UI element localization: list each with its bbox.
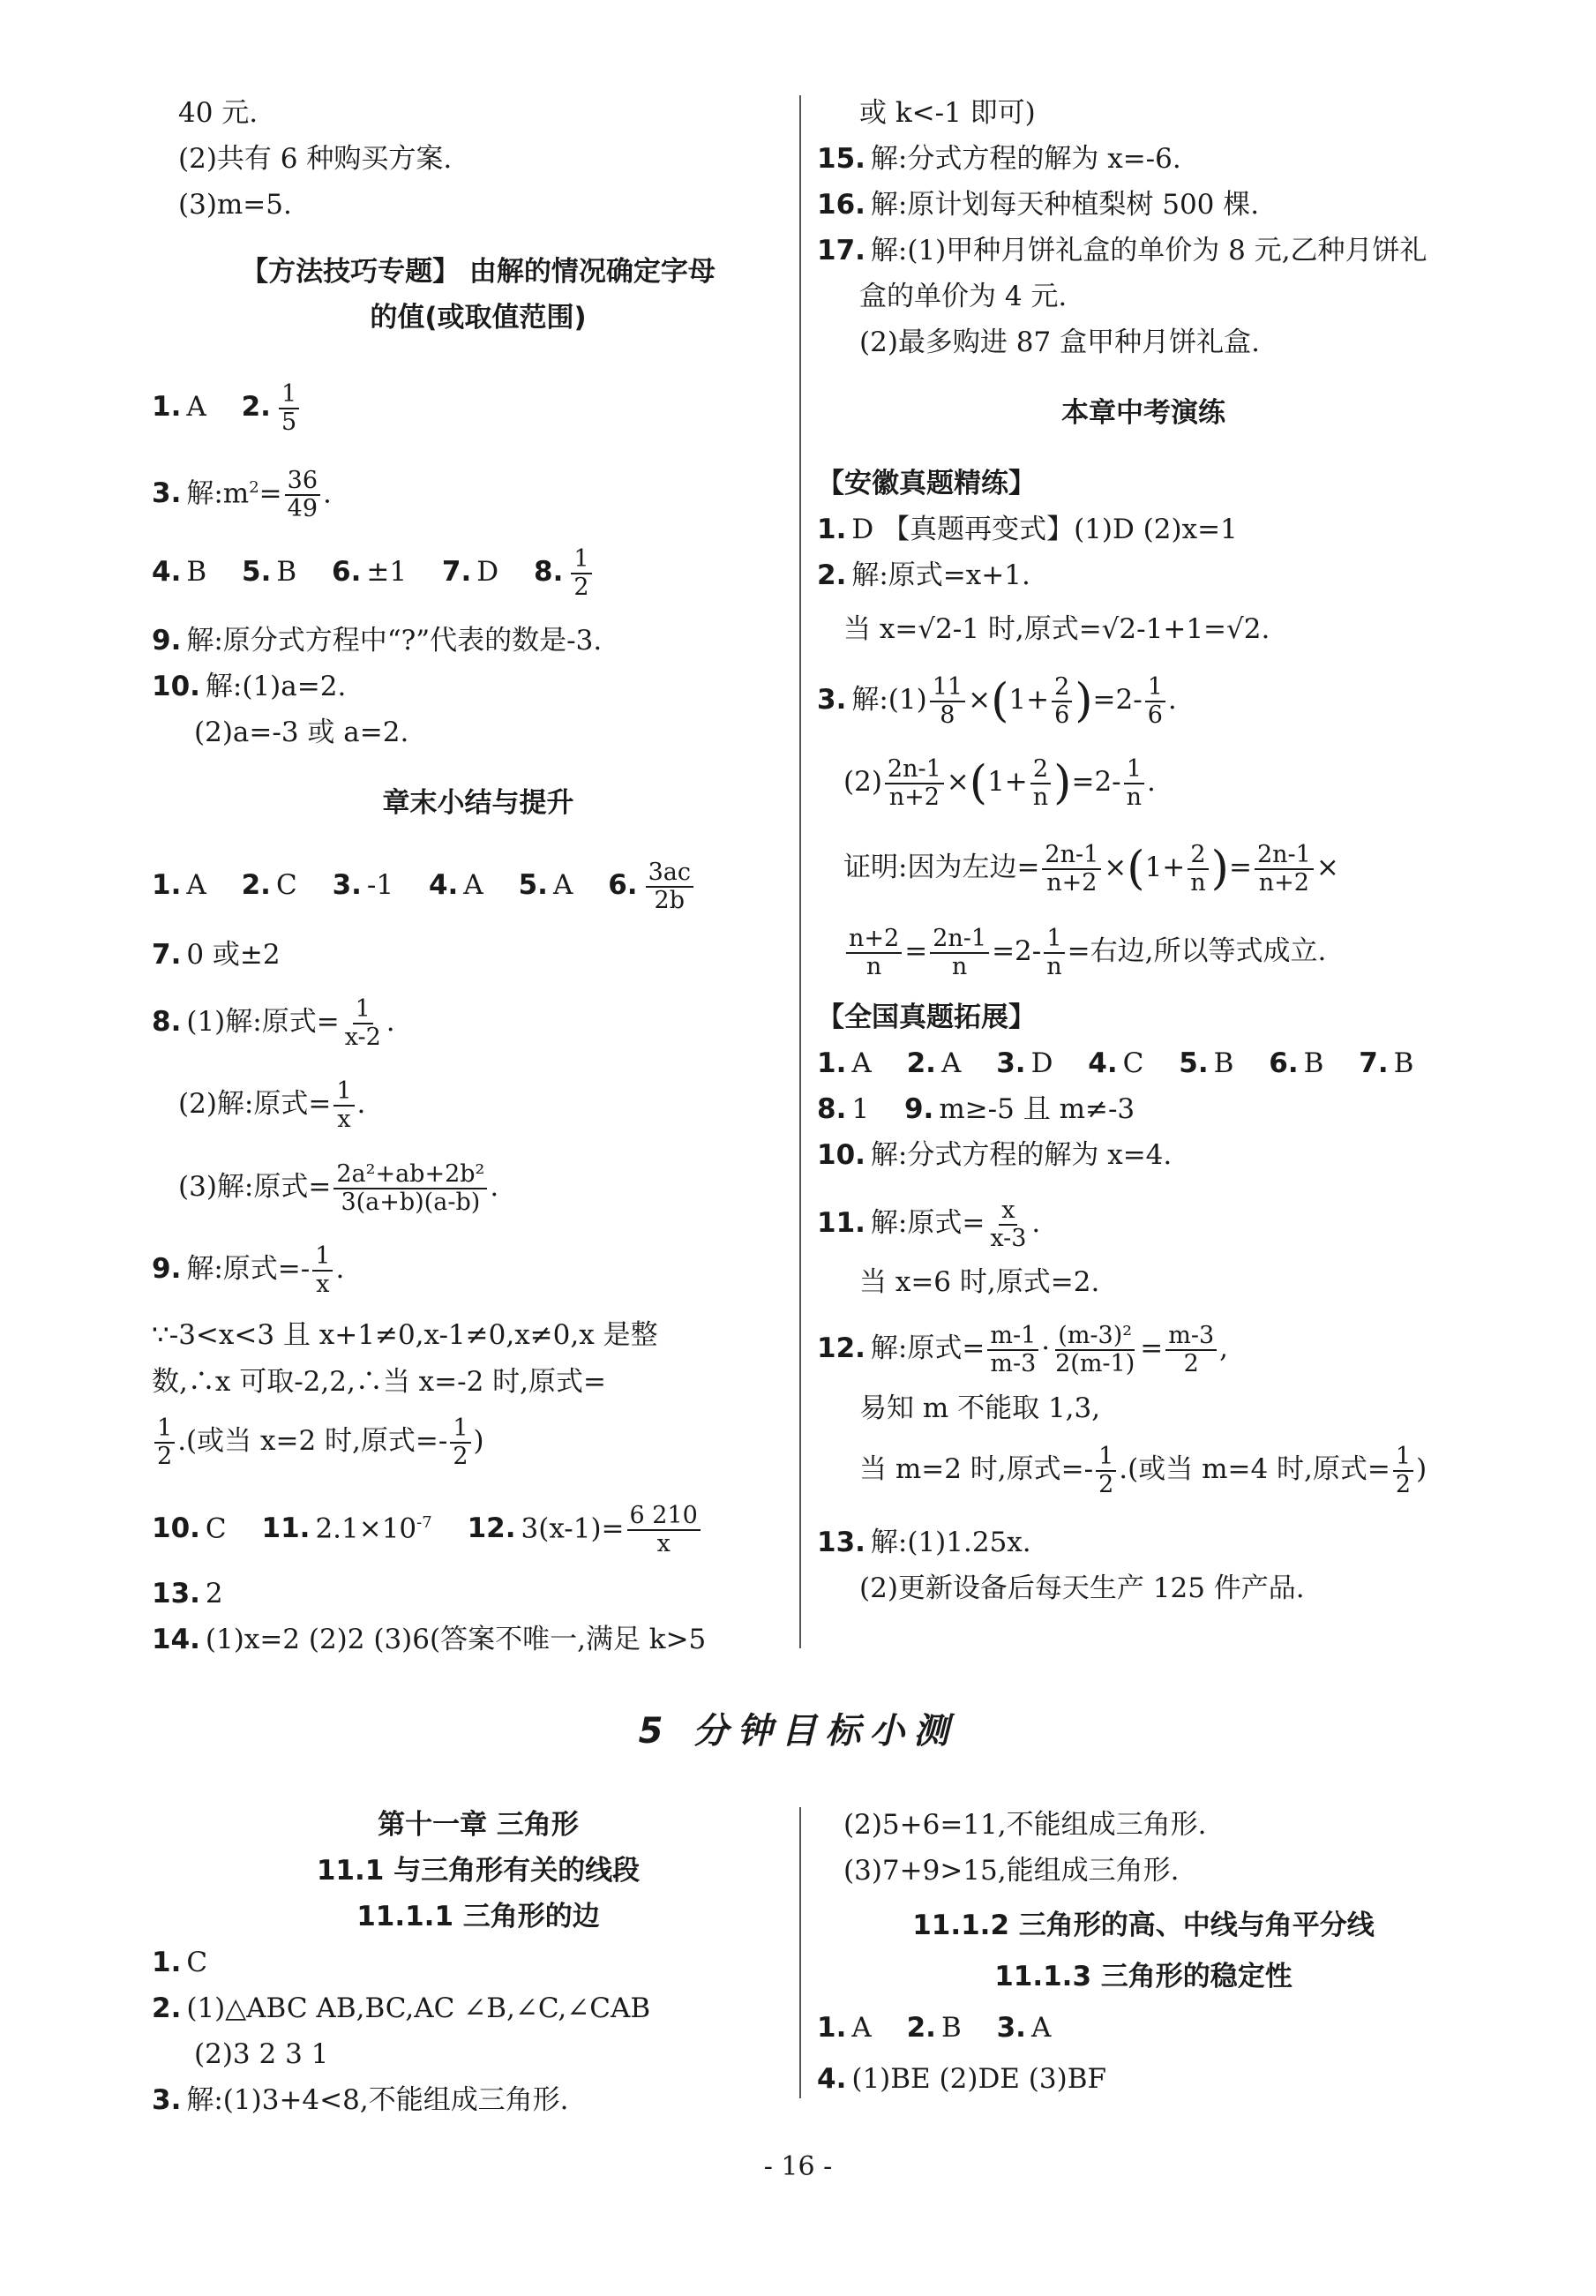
answer-line: 14. (1)x=2 (2)2 (3)6(答案不唯一,满足 k>5 — [152, 1624, 707, 1655]
answer-line: 当 m=2 时,原式=- $\frac{1}{2}$ .(或当 m=4 时,原式= $\frac{1}{2}$ ) — [859, 1442, 1427, 1498]
answer-line: 12. 解:原式= $\frac{m-1}{m-3}$ · $\frac{\text{(m-3)²}}{2(m-1)}$ = $\frac{m-3}{2}$ , — [817, 1321, 1229, 1377]
answer-line: 10. 解:分式方程的解为 x=4. — [817, 1139, 1173, 1171]
answer-line: 3. 解$:m^2=$ $\frac{36}{49}$ . — [152, 466, 332, 522]
answer-line: 1. C — [152, 1947, 208, 1978]
answer-line: (2)解:原式= $\frac{1}{x}$ . — [178, 1077, 366, 1133]
answer-line: (2)更新设备后每天生产 125 件产品. — [859, 1572, 1305, 1604]
answer-line: 40 元. — [178, 97, 259, 129]
answer-line: (3)7+9>15,能组成三角形. — [843, 1855, 1180, 1887]
answer-line: (3)m=5. — [178, 189, 292, 221]
page-number: - 16 - — [763, 2151, 833, 2182]
answer-line: 7. 0 或±2 — [152, 939, 281, 971]
answer-line: 1. A 2. B 3. A — [817, 2012, 1052, 2044]
section-title: 本章中考演练 — [1061, 397, 1225, 429]
answer-line: 1. D 【真题再变式】(1)D (2)x=1 — [817, 514, 1238, 545]
answer-line: 9. 解:原分式方程中“?”代表的数是-3. — [152, 625, 603, 657]
answer-line: (3)解:原式= $\frac{\text{2a²+ab+2b²}}{3(a+b)(a-b)}$ . — [178, 1159, 499, 1216]
section-banner-title: 5 分钟目标小测 — [638, 1711, 958, 1752]
answer-line: $\frac{1}{2}$ .(或当 x=2 时,原式=- $\frac{1}{2}$ ) — [152, 1410, 484, 1472]
answer-line: 1. A 2. C 3. -1 4. A 5. A 6. $\frac{3ac}{2b}$ — [152, 854, 696, 916]
answer-line: 证明:因为左边= $\frac{2n-1}{n+2}$ ×(1+ $\frac{2}{n}$ )= $\frac{2n-1}{n+2}$ × — [843, 840, 1339, 897]
answer-line: 数,∴x 可取-2,2,∴当 x=-2 时,原式= — [152, 1366, 607, 1398]
subsection-title: 11.1.1 三角形的边 — [356, 1901, 600, 1932]
subsection-title: 【安徽真题精练】 — [817, 468, 1036, 499]
answer-line: (2) $\frac{2n-1}{n+2}$ ×(1+ $\frac{2}{n}$ )=2- $\frac{1}{n}$ . — [843, 754, 1156, 811]
answer-line: 3. 解:(1) $\frac{11}{8}$ ×(1+ $\frac{2}{6}$ )=2- $\frac{1}{6}$ . — [817, 672, 1177, 729]
answer-line: 易知 m 不能取 1,3, — [859, 1392, 1101, 1424]
subsection-title: 【全国真题拓展】 — [817, 1002, 1036, 1033]
answer-line: 16. 解:原计划每天种植梨树 500 棵. — [817, 189, 1260, 221]
section-title: 的值(或取值范围) — [370, 302, 587, 334]
answer-line: 10. C 11. $2.1\times 10^{-7}$ 12. 3(x-1)= $\frac{6 210}{x}$ — [152, 1492, 703, 1554]
column-divider-bottom — [799, 1807, 801, 2098]
answer-line: 15. 解:分式方程的解为 x=-6. — [817, 143, 1181, 175]
answer-line: 盒的单价为 4 元. — [859, 281, 1068, 312]
answer-line: 4. (1)BE (2)DE (3)BF — [817, 2063, 1106, 2095]
answer-line: 1. A 2. $\frac{1}{5}$ — [152, 376, 302, 438]
answer-line: 4. B 5. B 6. ±1 7. D 8. $\frac{1}{2}$ — [152, 541, 595, 603]
answer-line: 3. 解:(1)3+4<8,不能组成三角形. — [152, 2084, 569, 2116]
section-title: 章末小结与提升 — [382, 787, 574, 819]
answer-line: (2)共有 6 种购买方案. — [178, 143, 453, 175]
answer-line: (2)3 2 3 1 — [194, 2038, 329, 2070]
answer-line: 1. A 2. A 3. D 4. C 5. B 6. B 7. B — [817, 1047, 1414, 1079]
answer-line: ∵-3<x<3 且 x+1≠0,x-1≠0,x≠0,x 是整 — [152, 1319, 658, 1351]
answer-line: 17. 解:(1)甲种月饼礼盒的单价为 8 元,乙种月饼礼 — [817, 235, 1427, 266]
section-title: 11.1 与三角形有关的线段 — [316, 1855, 641, 1887]
answer-line: 11. 解:原式= $\frac{x}{x-3}$ . — [817, 1196, 1041, 1252]
chapter-title: 第十一章 三角形 — [378, 1809, 579, 1841]
answer-line: 13. 解:(1)1.25x. — [817, 1527, 1031, 1558]
answer-line: 当 x=6 时,原式=2. — [859, 1266, 1100, 1298]
answer-line: (2)5+6=11,不能组成三角形. — [843, 1809, 1207, 1841]
answer-line: 2. (1)△ABC AB,BC,AC ∠B,∠C,∠CAB — [152, 1992, 651, 2024]
answer-line: 13. 2 — [152, 1578, 223, 1609]
section-title: 11.1.2 三角形的高、中线与角平分线 — [912, 1910, 1375, 1941]
answer-line: (2)最多购进 87 盒甲种月饼礼盒. — [859, 326, 1260, 358]
answer-line: 10. 解:(1)a=2. — [152, 671, 347, 702]
answer-line: $\frac{n+2}{n}$ = $\frac{2n-1}{n}$ =2- $\frac{1}{n}$ =右边,所以等式成立. — [843, 920, 1326, 982]
answer-line: 当 x=√2-1 时,原式=√2-1+1=√2. — [843, 613, 1270, 645]
answer-line: 或 k<-1 即可) — [859, 97, 1036, 129]
answer-line: 8. 1 9. m≥-5 且 m≠-3 — [817, 1093, 1135, 1125]
answer-line: 8. (1)解:原式= $\frac{1}{x-2}$ . — [152, 994, 395, 1051]
section-title: 【方法技巧专题】 由解的情况确定字母 — [241, 256, 716, 288]
answer-line: (2)a=-3 或 a=2. — [194, 717, 409, 748]
answer-line: 9. 解:原式=- $\frac{1}{x}$ . — [152, 1242, 345, 1298]
section-title: 11.1.3 三角形的稳定性 — [994, 1961, 1293, 1992]
answer-line: 2. 解:原式=x+1. — [817, 559, 1030, 591]
